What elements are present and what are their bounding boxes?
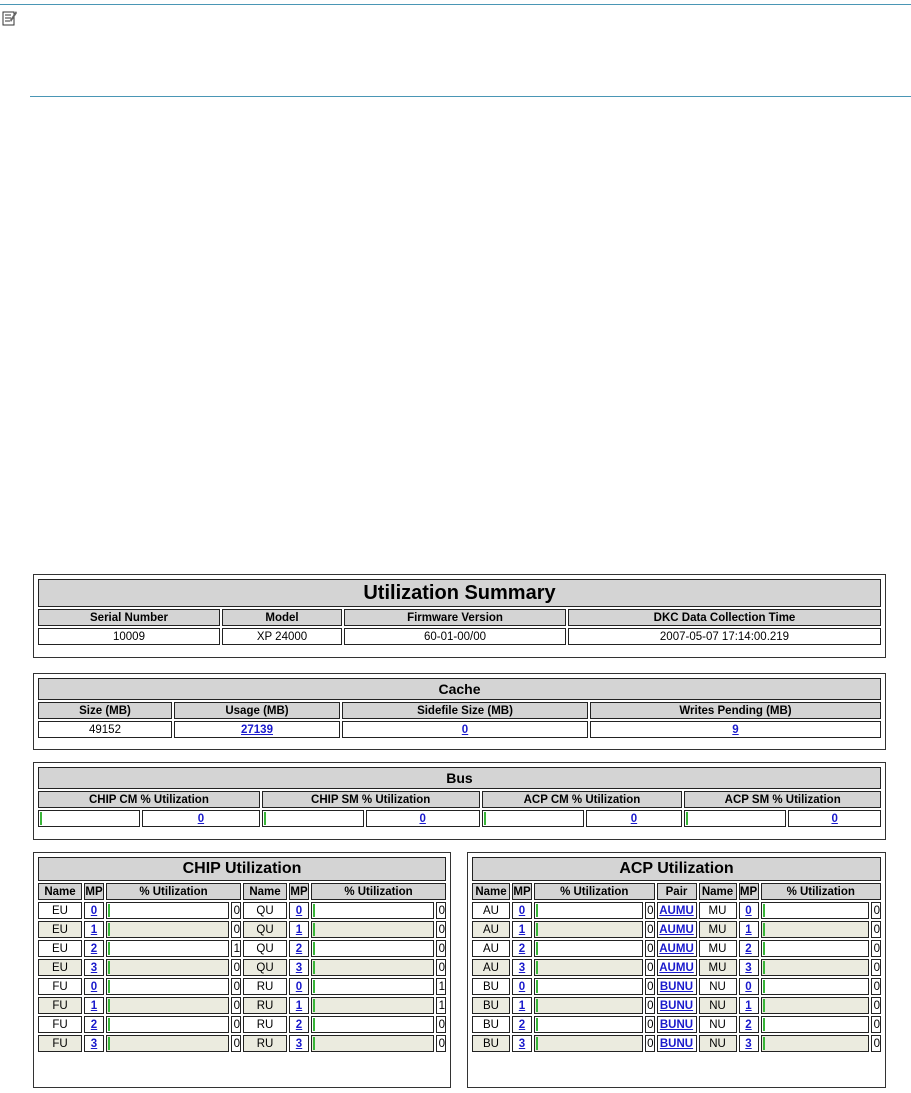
utilization-bar-fill [763,923,765,936]
chip-table-row [38,978,446,995]
acp-mp-1-link[interactable]: 0 [518,904,526,917]
acp-header-mp-1: MP [512,883,532,900]
acp-table-row [472,1035,881,1052]
acp-util-bar-2 [761,1016,870,1033]
acp-mp-1-link-cell [512,902,532,919]
chip-mp-1-link[interactable]: 2 [90,942,98,955]
utilization-bar-fill [313,1018,315,1031]
acp-mp-2-link[interactable]: 3 [745,961,752,974]
summary-header-serial: Serial Number [38,609,220,626]
cache-sidefile-cell [342,721,588,738]
chip-name-1: FU [38,997,82,1014]
acp-pair-link[interactable]: AUMU [659,904,694,917]
chip-util-value-2: 0 [436,1035,446,1052]
chip-util-bar-1 [106,959,229,976]
cache-header-sidefile: Sidefile Size (MB) [342,702,588,719]
chip-util-value-2: 0 [436,959,446,976]
chip-name-2: RU [243,978,287,995]
acp-mp-2-link[interactable]: 2 [745,942,752,955]
bus-header-chip-cm: CHIP CM % Utilization [38,791,260,808]
acp-util-bar-2 [761,959,870,976]
chip-mp-1-link-cell [84,940,104,957]
acp-mp-1-link-cell [512,978,532,995]
acp-util-bar-2 [761,997,870,1014]
acp-mp-2-link-cell [739,1016,759,1033]
acp-name-1: AU [472,940,510,957]
acp-name-1: AU [472,921,510,938]
summary-header-model: Model [222,609,342,626]
chip-util-value-2: 0 [436,921,446,938]
utilization-bar-fill [108,961,110,974]
chip-util-value-2: 0 [436,902,446,919]
chip-util-bar-2 [311,1035,434,1052]
acp-pair-link[interactable]: BUNU [659,1018,694,1031]
acp-pair-link-cell [657,1016,697,1033]
chip-util-bar-2 [311,921,434,938]
chip-mp-2-link-cell [289,940,309,957]
cache-header-usage: Usage (MB) [174,702,340,719]
utilization-bar-fill [108,923,110,936]
acp-table-row [472,940,881,957]
chip-mp-1-link-cell [84,902,104,919]
utilization-bar-fill [763,1037,765,1050]
acp-mp-1-link-cell [512,997,532,1014]
acp-mp-2-link-cell [739,1035,759,1052]
chip-mp-2-link[interactable]: 0 [295,980,303,993]
chip-name-1: FU [38,1035,82,1052]
acp-mp-2-link-cell [739,921,759,938]
cache-writes-pending-link[interactable]: 9 [732,723,739,736]
utilization-bar-fill [108,1037,110,1050]
acp-utilization-panel [467,852,886,1088]
utilization-bar-fill [763,942,765,955]
acp-util-bar-1 [534,1035,643,1052]
summary-collection-time: 2007-05-07 17:14:00.219 [568,628,881,645]
bus-acp-sm-bar [684,810,786,827]
acp-util-value-2: 0 [871,1035,881,1052]
chip-mp-2-link-cell [289,997,309,1014]
chip-table-row [38,1035,446,1052]
acp-name-2: MU [699,921,737,938]
acp-name-1: BU [472,1016,510,1033]
chip-util-bar-1 [106,1016,229,1033]
utilization-bar-fill [763,980,765,993]
summary-serial-number: 10009 [38,628,220,645]
utilization-bar-fill [536,980,538,993]
acp-table-row [472,902,881,919]
chip-header-name-2: Name [243,883,287,900]
acp-util-value-1: 0 [645,902,655,919]
chip-mp-2-link[interactable]: 1 [295,999,303,1012]
chip-util-bar-2 [311,940,434,957]
acp-mp-1-link-cell [512,959,532,976]
chip-util-bar-2 [311,902,434,919]
bus-header-acp-sm: ACP SM % Utilization [684,791,881,808]
chip-util-value-1: 0 [231,1035,241,1052]
acp-mp-1-link[interactable]: 1 [518,923,526,936]
acp-table-row [472,959,881,976]
utilization-bar-fill [763,1018,765,1031]
acp-util-value-2: 0 [871,902,881,919]
note-icon [2,10,18,26]
acp-name-1: BU [472,997,510,1014]
utilization-bar-fill [108,904,110,917]
bus-chip-cm-bar [38,810,140,827]
acp-util-bar-2 [761,940,870,957]
chip-util-value-2: 0 [436,940,446,957]
chip-table-row [38,902,446,919]
chip-mp-2-link[interactable]: 3 [295,1037,303,1050]
summary-firmware-version: 60-01-00/00 [344,628,566,645]
chip-name-1: EU [38,940,82,957]
bus-header-acp-cm: ACP CM % Utilization [482,791,683,808]
bus-acp-sm-cell [788,810,881,827]
utilization-bar-fill [313,980,315,993]
chip-header-util-1: % Utilization [106,883,241,900]
acp-mp-1-link-cell [512,940,532,957]
acp-mp-1-link[interactable]: 3 [518,961,526,974]
cache-usage-cell [174,721,340,738]
acp-mp-2-link[interactable]: 3 [745,1037,752,1050]
bus-title: Bus [38,767,881,789]
chip-mp-2-link[interactable]: 2 [295,942,303,955]
bus-chip-sm-link[interactable]: 0 [419,812,426,825]
utilization-bar-fill [763,961,765,974]
chip-mp-1-link-cell [84,1016,104,1033]
chip-util-bar-1 [106,921,229,938]
acp-name-1: AU [472,959,510,976]
chip-mp-1-link[interactable]: 3 [90,961,98,974]
acp-pair-link[interactable]: BUNU [659,1037,694,1050]
chip-mp-2-link-cell [289,1035,309,1052]
chip-mp-2-link-cell [289,1016,309,1033]
chip-name-1: EU [38,959,82,976]
acp-util-value-2: 0 [871,1016,881,1033]
chip-util-value-1: 1 [231,940,241,957]
chip-header-mp-1: MP [84,883,104,900]
acp-table-row [472,978,881,995]
chip-table-row [38,959,446,976]
acp-name-1: AU [472,902,510,919]
chip-name-2: RU [243,1016,287,1033]
chip-util-value-1: 0 [231,978,241,995]
acp-mp-2-link-cell [739,902,759,919]
acp-mp-2-link[interactable]: 1 [745,999,752,1012]
acp-mp-2-link[interactable]: 0 [745,980,752,993]
chip-header-name-1: Name [38,883,82,900]
bus-chip-sm-bar [262,810,364,827]
acp-pair-link-cell [657,921,697,938]
acp-util-bar-1 [534,940,643,957]
acp-mp-1-link[interactable]: 1 [518,999,526,1012]
acp-util-value-2: 0 [871,959,881,976]
chip-name-2: QU [243,921,287,938]
acp-util-bar-1 [534,1016,643,1033]
chip-util-bar-1 [106,940,229,957]
acp-pair-link-cell [657,940,697,957]
acp-mp-1-link-cell [512,1035,532,1052]
acp-mp-1-link-cell [512,921,532,938]
acp-util-value-1: 0 [645,997,655,1014]
chip-table-row [38,940,446,957]
utilization-bar-fill [313,1037,315,1050]
acp-util-bar-1 [534,902,643,919]
chip-util-bar-1 [106,997,229,1014]
acp-name-2: NU [699,1035,737,1052]
acp-util-value-1: 0 [645,940,655,957]
chip-util-bar-1 [106,978,229,995]
chip-mp-2-link[interactable]: 1 [295,923,303,936]
acp-util-value-2: 0 [871,978,881,995]
chip-util-bar-2 [311,978,434,995]
chip-mp-1-link[interactable]: 3 [90,1037,98,1050]
summary-title: Utilization Summary [38,579,881,607]
chip-util-value-1: 0 [231,902,241,919]
summary-header-firmware: Firmware Version [344,609,566,626]
utilization-bar-fill [313,961,315,974]
acp-mp-2-link[interactable]: 0 [745,904,752,917]
chip-name-2: RU [243,1035,287,1052]
acp-pair-link[interactable]: AUMU [659,923,694,936]
acp-header-name-2: Name [699,883,737,900]
note-top-rule [0,4,911,5]
acp-pair-link[interactable]: BUNU [659,980,694,993]
utilization-bar-fill [536,999,538,1012]
acp-util-value-2: 0 [871,921,881,938]
acp-name-2: NU [699,997,737,1014]
bus-acp-sm-link[interactable]: 0 [831,812,838,825]
cache-panel [33,673,886,750]
bus-acp-cm-link[interactable]: 0 [630,812,638,825]
acp-mp-1-link[interactable]: 3 [518,1037,526,1050]
utilization-bar-fill [763,999,765,1012]
chip-util-bar-2 [311,959,434,976]
acp-pair-link-cell [657,959,697,976]
acp-pair-link-cell [657,1035,697,1052]
acp-util-value-2: 0 [871,940,881,957]
cache-size-value: 49152 [38,721,172,738]
acp-mp-2-link[interactable]: 1 [745,923,752,936]
acp-name-2: NU [699,1016,737,1033]
acp-pair-link[interactable]: AUMU [659,961,694,974]
acp-table-row [472,921,881,938]
acp-name-1: BU [472,1035,510,1052]
utilization-bar-fill [536,904,538,917]
acp-pair-link[interactable]: AUMU [659,942,694,955]
bus-panel [33,762,886,840]
chip-mp-1-link[interactable]: 1 [90,999,98,1012]
chip-util-value-2: 0 [436,1016,446,1033]
chip-name-1: EU [38,921,82,938]
acp-mp-2-link-cell [739,978,759,995]
chip-util-value-1: 0 [231,921,241,938]
chip-name-1: FU [38,978,82,995]
acp-table-row [472,997,881,1014]
chip-title: CHIP Utilization [38,857,446,881]
acp-header-util-2: % Utilization [761,883,882,900]
acp-table-row [472,1016,881,1033]
utilization-bar-fill [108,980,110,993]
acp-name-1: BU [472,978,510,995]
acp-util-bar-1 [534,959,643,976]
utilization-bar-fill [108,942,110,955]
acp-name-2: NU [699,978,737,995]
acp-util-bar-2 [761,1035,870,1052]
utilization-bar-fill [108,1018,110,1031]
utilization-bar-fill [536,923,538,936]
acp-name-2: MU [699,902,737,919]
utilization-bar-fill [313,999,315,1012]
chip-mp-1-link-cell [84,978,104,995]
acp-pair-link-cell [657,997,697,1014]
chip-name-2: QU [243,959,287,976]
acp-header-name-1: Name [472,883,510,900]
chip-name-2: QU [243,940,287,957]
chip-mp-1-link[interactable]: 1 [90,923,98,936]
acp-mp-1-link[interactable]: 0 [518,980,526,993]
chip-mp-1-link-cell [84,921,104,938]
chip-mp-1-link-cell [84,959,104,976]
acp-util-bar-2 [761,978,870,995]
acp-header-mp-2: MP [739,883,759,900]
acp-title: ACP Utilization [472,857,881,881]
acp-util-bar-2 [761,902,870,919]
chip-utilization-panel [33,852,451,1088]
cache-header-size: Size (MB) [38,702,172,719]
acp-util-value-1: 0 [645,921,655,938]
acp-util-bar-1 [534,978,643,995]
acp-mp-2-link-cell [739,997,759,1014]
utilization-bar-fill [536,1037,538,1050]
chip-mp-2-link[interactable]: 2 [295,1018,303,1031]
chip-util-bar-2 [311,1016,434,1033]
acp-util-value-1: 0 [645,1035,655,1052]
acp-pair-link-cell [657,978,697,995]
acp-util-value-1: 0 [645,978,655,995]
chip-util-value-1: 0 [231,997,241,1014]
cache-title: Cache [38,678,881,700]
chip-mp-2-link[interactable]: 3 [295,961,303,974]
bus-header-chip-sm: CHIP SM % Utilization [262,791,480,808]
cache-writes-pending-cell [590,721,881,738]
acp-mp-1-link[interactable]: 2 [518,1018,526,1031]
utilization-bar-fill [536,942,538,955]
chip-mp-1-link-cell [84,997,104,1014]
chip-mp-1-link[interactable]: 0 [90,904,98,917]
acp-pair-link[interactable]: BUNU [659,999,694,1012]
chip-header-util-2: % Utilization [311,883,446,900]
chip-mp-1-link-cell [84,1035,104,1052]
utilization-bar-fill [763,904,765,917]
chip-util-bar-2 [311,997,434,1014]
acp-name-2: MU [699,959,737,976]
acp-util-value-1: 0 [645,1016,655,1033]
chip-util-value-1: 0 [231,1016,241,1033]
summary-model: XP 24000 [222,628,342,645]
utilization-bar-fill [536,961,538,974]
acp-mp-1-link[interactable]: 2 [518,942,526,955]
acp-name-2: MU [699,940,737,957]
chip-util-bar-1 [106,1035,229,1052]
acp-header-util-1: % Utilization [534,883,655,900]
acp-util-bar-2 [761,921,870,938]
acp-util-bar-1 [534,921,643,938]
cache-sidefile-link[interactable]: 0 [461,723,469,736]
acp-util-value-1: 0 [645,959,655,976]
chip-name-2: RU [243,997,287,1014]
cache-usage-link[interactable]: 27139 [241,723,273,736]
bus-chip-cm-cell [142,810,260,827]
acp-util-bar-1 [534,997,643,1014]
cache-header-writes-pending: Writes Pending (MB) [590,702,881,719]
utilization-summary-panel [33,574,886,658]
chip-mp-1-link[interactable]: 0 [90,980,98,993]
chip-mp-2-link[interactable]: 0 [295,904,303,917]
acp-mp-2-link-cell [739,959,759,976]
bus-chip-sm-cell [366,810,480,827]
bus-chip-cm-link[interactable]: 0 [197,812,205,825]
utilization-bar-fill [313,942,315,955]
acp-util-value-2: 0 [871,997,881,1014]
chip-header-mp-2: MP [289,883,309,900]
chip-name-1: EU [38,902,82,919]
chip-util-value-2: 1 [436,978,446,995]
bus-acp-cm-bar [482,810,584,827]
chip-util-value-2: 1 [436,997,446,1014]
acp-mp-2-link-cell [739,940,759,957]
utilization-bar-fill [313,904,315,917]
chip-table-row [38,997,446,1014]
chip-name-1: FU [38,1016,82,1033]
chip-mp-2-link-cell [289,978,309,995]
chip-table-row [38,1016,446,1033]
chip-util-value-1: 0 [231,959,241,976]
utilization-bar-fill [108,999,110,1012]
summary-header-collection-time: DKC Data Collection Time [568,609,881,626]
chip-name-2: QU [243,902,287,919]
chip-util-bar-1 [106,902,229,919]
utilization-bar-fill [536,1018,538,1031]
chip-mp-2-link-cell [289,921,309,938]
acp-mp-1-link-cell [512,1016,532,1033]
chip-mp-1-link[interactable]: 2 [90,1018,98,1031]
chip-mp-2-link-cell [289,959,309,976]
acp-pair-link-cell [657,902,697,919]
bus-acp-cm-cell [586,810,683,827]
chip-mp-2-link-cell [289,902,309,919]
chip-table-row [38,921,446,938]
acp-header-pair: Pair [657,883,697,900]
note-bottom-rule [30,96,911,97]
acp-mp-2-link[interactable]: 2 [745,1018,752,1031]
utilization-bar-fill [313,923,315,936]
